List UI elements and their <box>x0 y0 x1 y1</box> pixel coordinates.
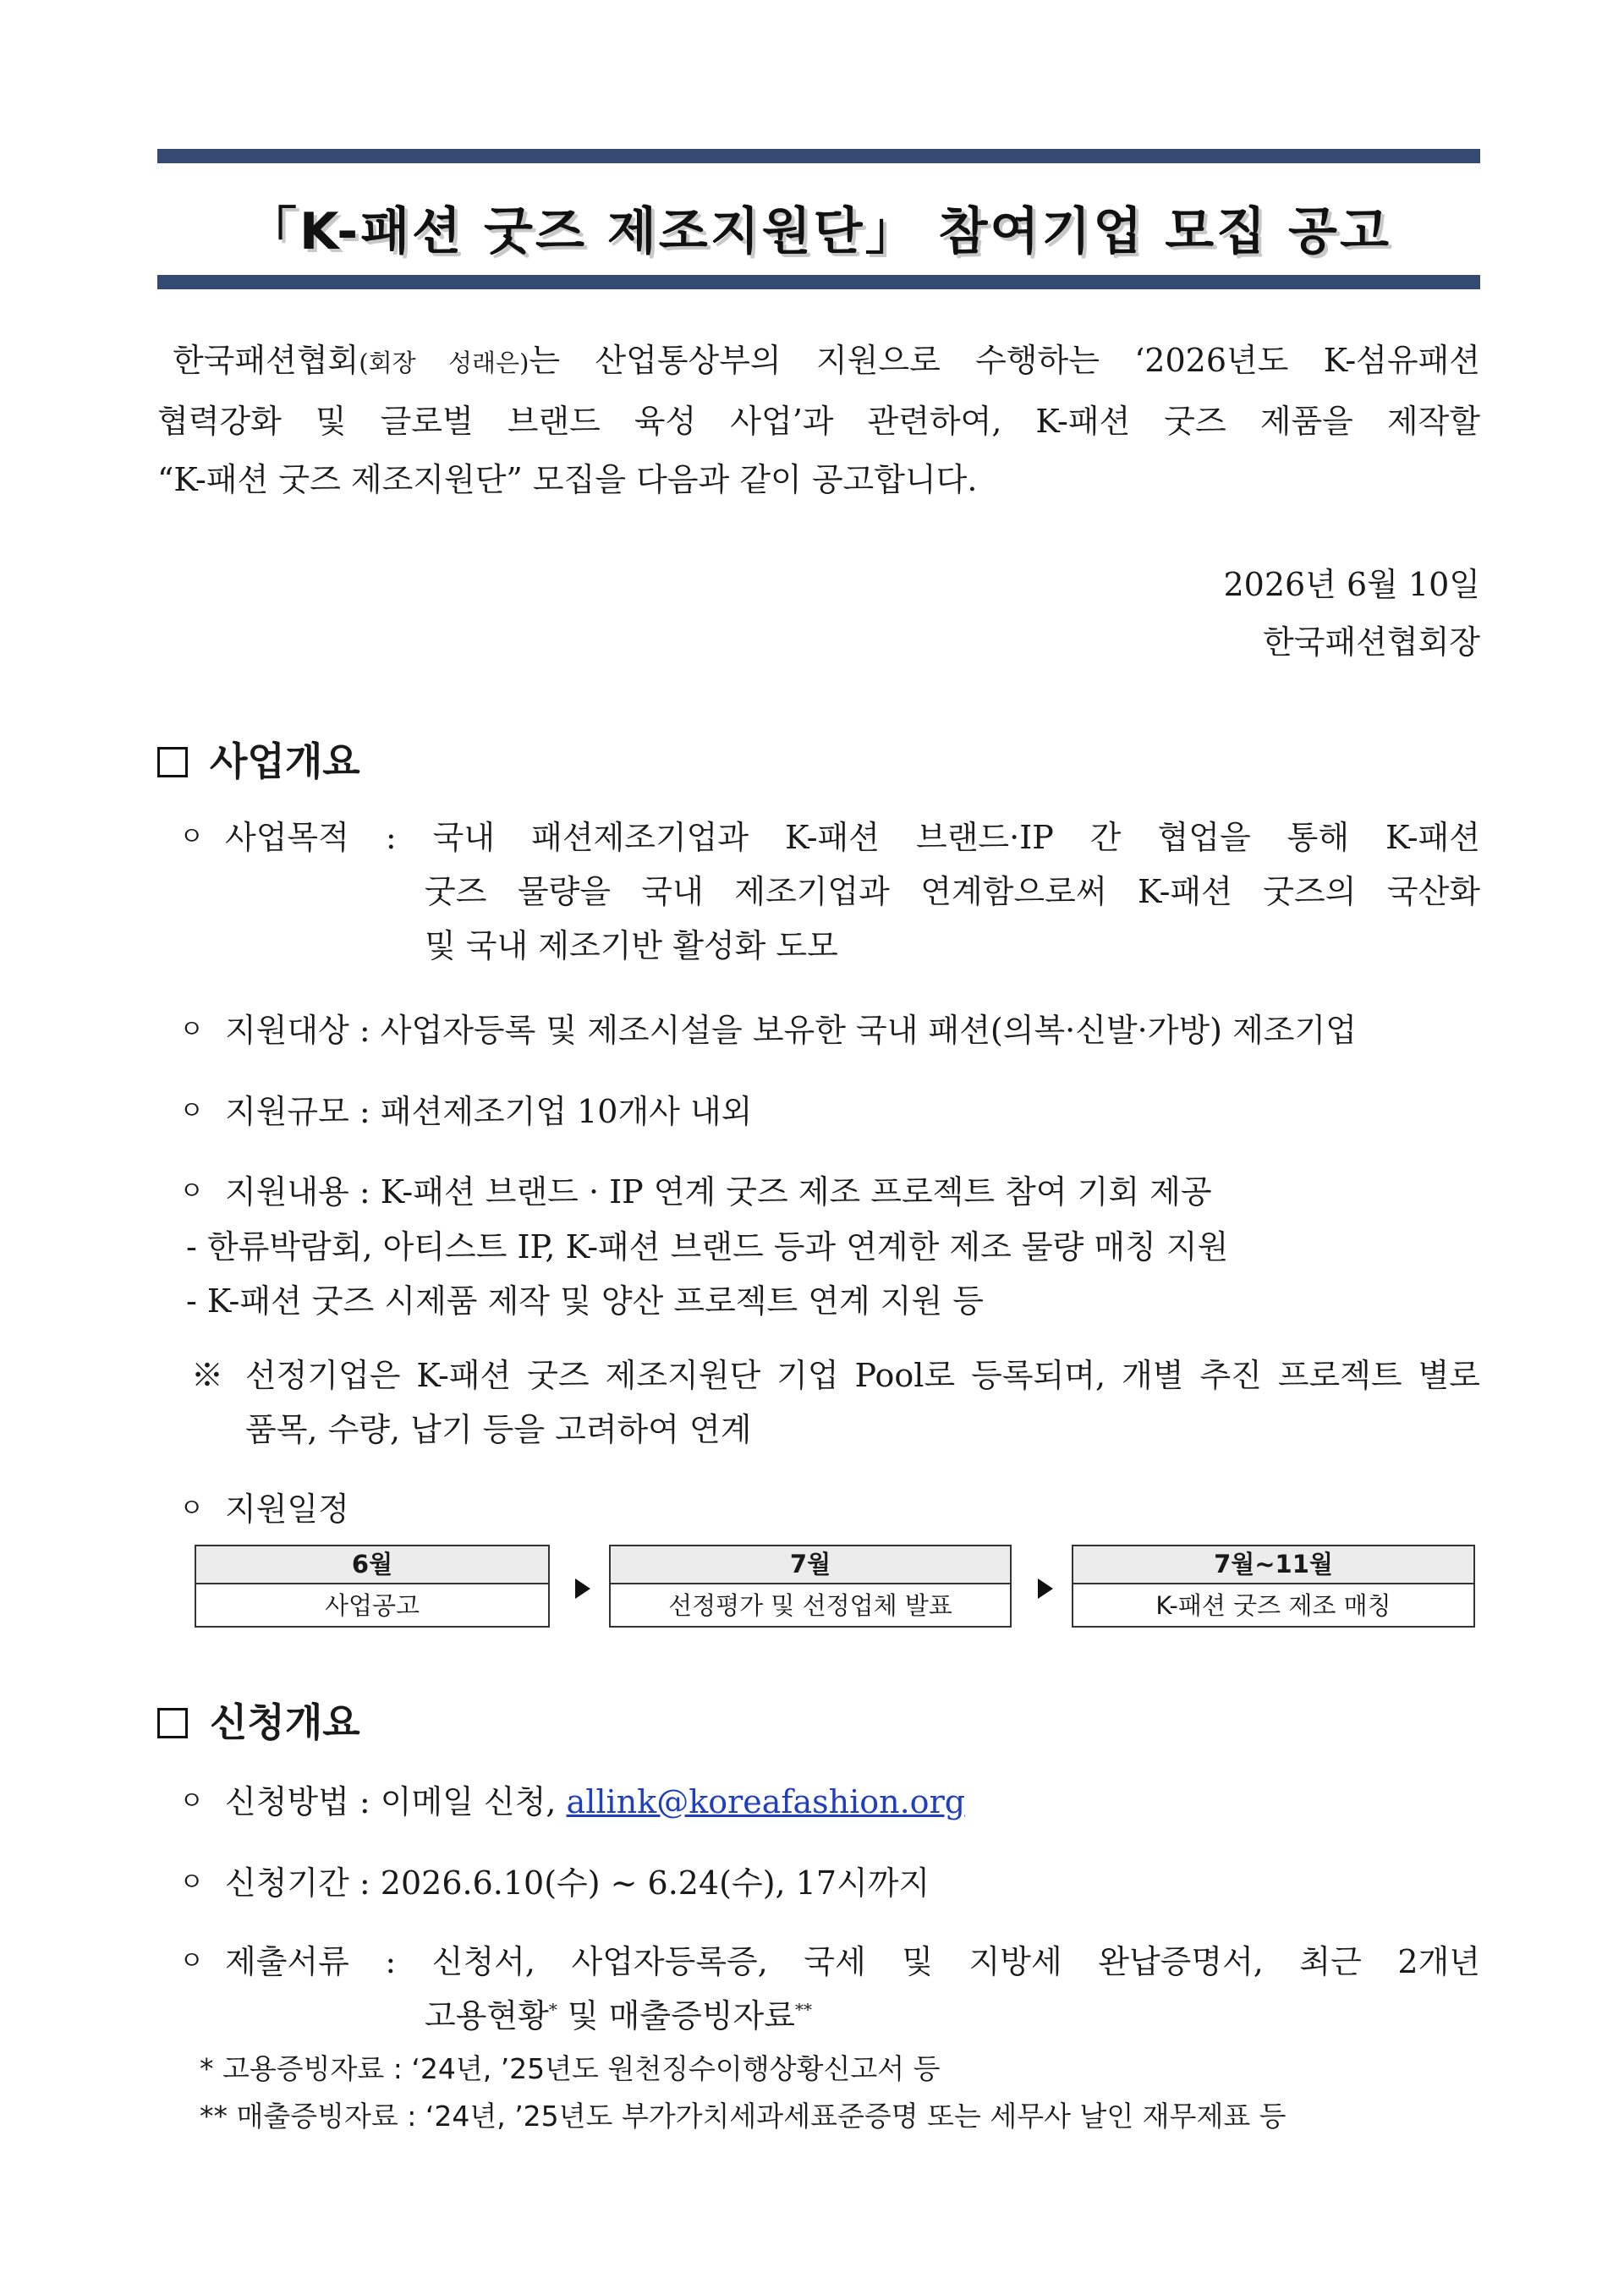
bullet-icon: ㅇ <box>179 1015 204 1045</box>
checkbox-square-icon <box>157 1708 188 1738</box>
purpose-item <box>179 810 1480 973</box>
intro-text: 는 산업통상부의 지원으로 수행하는 ‘2026년도 K-섬유패션 <box>529 342 1480 379</box>
footnote-marker: * <box>548 1999 557 2020</box>
intro-chair-note: (회장 성래은) <box>359 349 529 377</box>
footnote-marker: ** <box>794 1999 812 2020</box>
intro-line: 협력강화 및 글로벌 브랜드 육성 사업’과 관련하여, K-패션 굿즈 제품을 제작할 <box>157 403 1480 440</box>
intro-paragraph <box>157 332 1480 509</box>
bullet-icon: ㅇ <box>179 1787 204 1816</box>
schedule-task: 선정평가 및 선정업체 발표 <box>668 1591 952 1620</box>
documents-line: 제출서류 : 신청서, 사업자등록증, 국세 및 지방세 완납증명서, 최근 2개년 <box>225 1943 1480 1980</box>
scale-text: 지원규모 : 패션제조기업 10개사 내외 <box>225 1093 753 1130</box>
documents-line <box>179 1989 1480 2043</box>
footnote-employment: * 고용증빙자료 : ‘24년, ’25년도 원천징수이행상황신고서 등 <box>200 2052 941 2085</box>
intro-line <box>157 332 1480 393</box>
note-line: 품목, 수량, 납기 등을 고려하여 연계 <box>245 1411 752 1448</box>
scale-item <box>179 1084 1480 1139</box>
section-heading-overview <box>157 731 360 787</box>
target-item <box>179 1003 1480 1057</box>
bullet-icon: ㅇ <box>179 822 204 852</box>
documents-item <box>179 1935 1480 2043</box>
section-title: 신청개요 <box>210 1699 360 1745</box>
method-line <box>179 1775 1480 1829</box>
content-detail-2: - K-패션 굿즈 시제품 제작 및 양산 프로젝트 연계 지원 등 <box>186 1282 984 1320</box>
intro-line: “K-패션 굿즈 제조지원단” 모집을 다음과 같이 공고합니다. <box>157 461 978 498</box>
checkbox-square-icon <box>157 747 188 777</box>
documents-text: 및 매출증빙자료 <box>557 1997 795 2034</box>
right-arrow-icon <box>575 1578 590 1599</box>
footnote-sales: ** 매출증빙자료 : ‘24년, ’25년도 부가가치세과세표준증명 또는 세무사 날인 재무제표 등 <box>200 2100 1287 2133</box>
right-arrow-icon <box>1038 1578 1053 1599</box>
notice-date: 2026년 6월 10일 <box>1223 566 1480 603</box>
schedule-item <box>179 1482 1480 1536</box>
period-item <box>179 1856 1480 1910</box>
schedule-label: 지원일정 <box>225 1491 349 1528</box>
purpose-line: 굿즈 물량을 국내 제조기업과 연계함으로써 K-패션 굿즈의 국산화 <box>425 873 1480 910</box>
schedule-step-2 <box>609 1545 1012 1628</box>
documents-text: 고용현황 <box>425 1997 549 2034</box>
bullet-icon: ㅇ <box>179 1177 204 1206</box>
content-text: 지원내용 : K-패션 브랜드 · IP 연계 굿즈 제조 프로젝트 참여 기회 제공 <box>225 1173 1212 1211</box>
period-text: 신청기간 : 2026.6.10(수) ~ 6.24(수), 17시까지 <box>225 1864 930 1902</box>
bullet-icon: ㅇ <box>179 1946 204 1976</box>
title-bottom-rule <box>157 275 1480 289</box>
schedule-task: 사업공고 <box>324 1591 420 1620</box>
bullet-icon: ㅇ <box>179 1868 204 1897</box>
target-text: 지원대상 : 사업자등록 및 제조시설을 보유한 국내 패션(의복·신발·가방) 제조기업 <box>225 1012 1357 1049</box>
title-top-rule <box>157 149 1480 163</box>
schedule-month: 6월 <box>196 1546 548 1584</box>
section-title: 사업개요 <box>210 738 360 784</box>
schedule-step-1 <box>195 1545 550 1628</box>
schedule-month: 7월 <box>611 1546 1010 1584</box>
content-detail-1: - 한류박람회, 아티스트 IP, K-패션 브랜드 등과 연계한 제조 물량 매칭 지원 <box>186 1228 1229 1266</box>
schedule-task: K-패션 굿즈 제조 매칭 <box>1155 1591 1391 1620</box>
schedule-month: 7월~11월 <box>1073 1546 1473 1584</box>
page-title: 「K-패션 굿즈 제조지원단」 참여기업 모집 공고 <box>246 202 1391 261</box>
note-line: ※ 선정기업은 K-패션 굿즈 제조지원단 기업 Pool로 등록되며, 개별 추진 프로젝트 별로 <box>191 1357 1480 1394</box>
email-link[interactable]: allink@koreafashion.org <box>566 1783 966 1820</box>
purpose-line: 사업목적 : 국내 패션제조기업과 K-패션 브랜드·IP 간 협업을 통해 K-패션 <box>225 819 1480 856</box>
bullet-icon: ㅇ <box>179 1494 204 1524</box>
section-heading-application <box>157 1692 360 1748</box>
bullet-icon: ㅇ <box>179 1096 204 1126</box>
method-text: 신청방법 : 이메일 신청, <box>225 1783 567 1820</box>
notice-issuer: 한국패션협회장 <box>1263 623 1480 661</box>
method-item <box>179 1775 1480 1829</box>
selection-note <box>191 1348 1480 1457</box>
content-item <box>179 1165 1480 1219</box>
intro-text: 한국패션협회 <box>173 342 359 379</box>
purpose-line: 및 국내 제조기반 활성화 도모 <box>425 927 838 964</box>
schedule-step-3 <box>1072 1545 1475 1628</box>
